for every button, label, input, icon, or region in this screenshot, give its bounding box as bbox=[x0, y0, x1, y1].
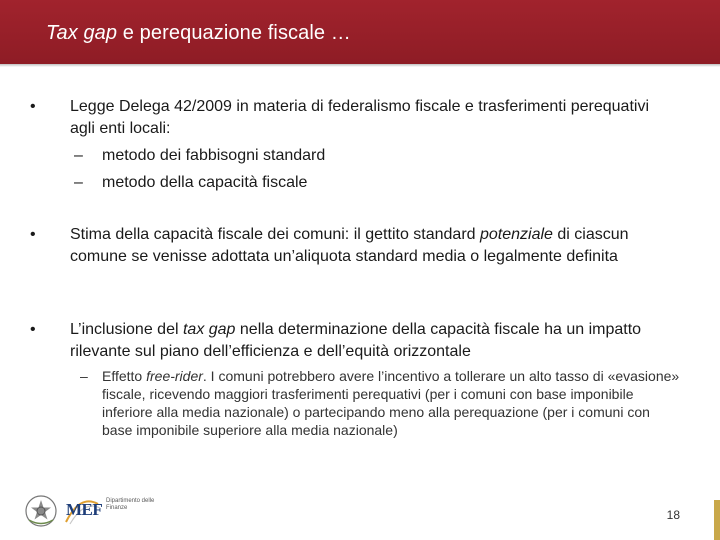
section3-text-b: nella determinazione della capacità fiscale ha un impatto rilevante sul piano dell’efficienza e dell’equità orizzontale bbox=[70, 321, 642, 360]
slide-title bbox=[46, 22, 351, 45]
section1-dash-1: – bbox=[74, 147, 83, 164]
section1-dash-2: – bbox=[74, 174, 83, 191]
section3-sub-text-italic: free-rider bbox=[146, 368, 203, 384]
corner-accent-icon bbox=[714, 500, 720, 540]
mef-logo-subtitle: Dipartimento delle Finanze bbox=[106, 498, 155, 511]
section3-sub-text-b: . I comuni potrebbero avere l’incentivo a tollerare un alto tasso di «evasione» fiscale, ricevendo maggiori trasferimenti perequativi (per i comuni con base imponibile inferiore alla media nazionale) o partecipando meno alla perequazione (per i comuni con base imponibile superiore alla media nazionale) bbox=[102, 368, 680, 438]
section3-sub-dash: – bbox=[80, 368, 88, 384]
bullet-3: • bbox=[30, 321, 36, 338]
section1-item-1: metodo dei fabbisogni standard bbox=[102, 147, 326, 164]
slide-title-italic: Tax gap bbox=[46, 22, 118, 44]
section2-text-b: di ciascun comune se venisse adottata un’aliquota standard media o legalmente definita bbox=[70, 226, 629, 265]
section1-item-2: metodo della capacità fiscale bbox=[102, 174, 308, 191]
section3-sub-text bbox=[102, 367, 682, 439]
section3-text-a: L’inclusione del bbox=[70, 321, 183, 338]
section2-text-italic: potenziale bbox=[480, 226, 553, 243]
section2-text bbox=[70, 224, 650, 268]
bullet-2: • bbox=[30, 226, 36, 243]
bullet-1: • bbox=[30, 98, 36, 115]
section3-sub-text-a: Effetto bbox=[102, 368, 147, 384]
italian-emblem-icon bbox=[24, 494, 58, 528]
title-bar bbox=[0, 0, 720, 64]
slide-title-rest: e perequazione fiscale … bbox=[117, 22, 351, 44]
mef-logo-text: MEF bbox=[66, 500, 103, 519]
section3-text-italic: tax gap bbox=[182, 321, 236, 338]
page-number: 18 bbox=[666, 508, 680, 522]
section3-text bbox=[70, 319, 660, 363]
section1-text: Legge Delega 42/2009 in materia di federalismo fiscale e trasferimenti perequativi agli enti locali: bbox=[70, 98, 649, 137]
section2-text-a: Stima della capacità fiscale dei comuni: il gettito standard bbox=[70, 226, 480, 243]
